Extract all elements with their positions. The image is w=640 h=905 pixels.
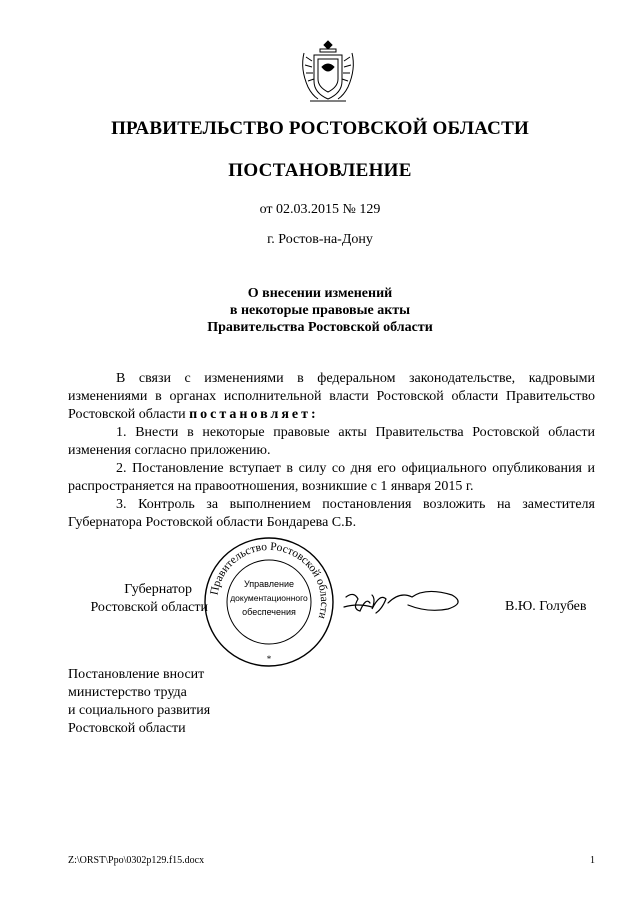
- stamp-center-line-3: обеспечения: [242, 607, 296, 617]
- footer-page-number: 1: [590, 855, 595, 866]
- body-item-2: 2. Постановление вступает в силу со дня его официального опубликования и распространяется на правоотношения, возникшие с 1 января 2015 г.: [68, 461, 595, 494]
- document-body: [68, 370, 595, 532]
- body-item-3: 3. Контроль за выполнением постановления возложить на заместителя Губернатора Ростовской области Бондарева С.Б.: [68, 497, 595, 530]
- note-line-1: Постановление вносит: [68, 667, 205, 682]
- signatory-position-line-2: Ростовской области: [90, 600, 208, 615]
- body-intro-text: В связи с изменениями в федеральном законодательстве, кадровыми изменениями в органах исполнительной власти Ростовской области Правительство Ростовской области: [68, 371, 595, 422]
- coat-of-arms-emblem: [296, 37, 360, 107]
- handwritten-signature: [342, 585, 472, 621]
- official-stamp: [202, 535, 336, 669]
- document-type: ПОСТАНОВЛЕНИЕ: [228, 160, 412, 181]
- document-date-number: от 02.03.2015 № 129: [259, 202, 381, 217]
- document-place: г. Ростов-на-Дону: [267, 232, 373, 247]
- stamp-center-line-1: Управление: [243, 579, 295, 589]
- submitted-by-note: [68, 666, 210, 738]
- note-line-4: Ростовской области: [68, 721, 186, 736]
- signatory-name: В.Ю. Голубев: [505, 599, 587, 614]
- stamp-ring-text: Правительство Ростовской области: [208, 540, 331, 621]
- footer-file-path: Z:\ORST\Ppo\0302p129.f15.docx: [68, 855, 205, 866]
- body-intro-paragraph: [68, 370, 595, 424]
- signatory-position-line-1: Губернатор: [124, 582, 192, 597]
- resolves-word: постановляет:: [189, 407, 319, 422]
- subject-line-1: О внесении изменений: [247, 286, 393, 301]
- signatory-position: [68, 581, 208, 617]
- stamp-star-icon: *: [266, 654, 272, 664]
- body-item-1: 1. Внести в некоторые правовые акты Правительства Ростовской области изменения согласно приложению.: [68, 425, 595, 458]
- subject-line-3: Правительства Ростовской области: [207, 320, 433, 335]
- note-line-3: и социального развития: [68, 703, 211, 718]
- subject-line-2: в некоторые правовые акты: [229, 303, 411, 318]
- document-subject: [0, 285, 640, 336]
- stamp-center-line-2: документационного: [230, 593, 308, 603]
- note-line-2: министерство труда: [68, 685, 187, 700]
- government-title: ПРАВИТЕЛЬСТВО РОСТОВСКОЙ ОБЛАСТИ: [111, 118, 529, 139]
